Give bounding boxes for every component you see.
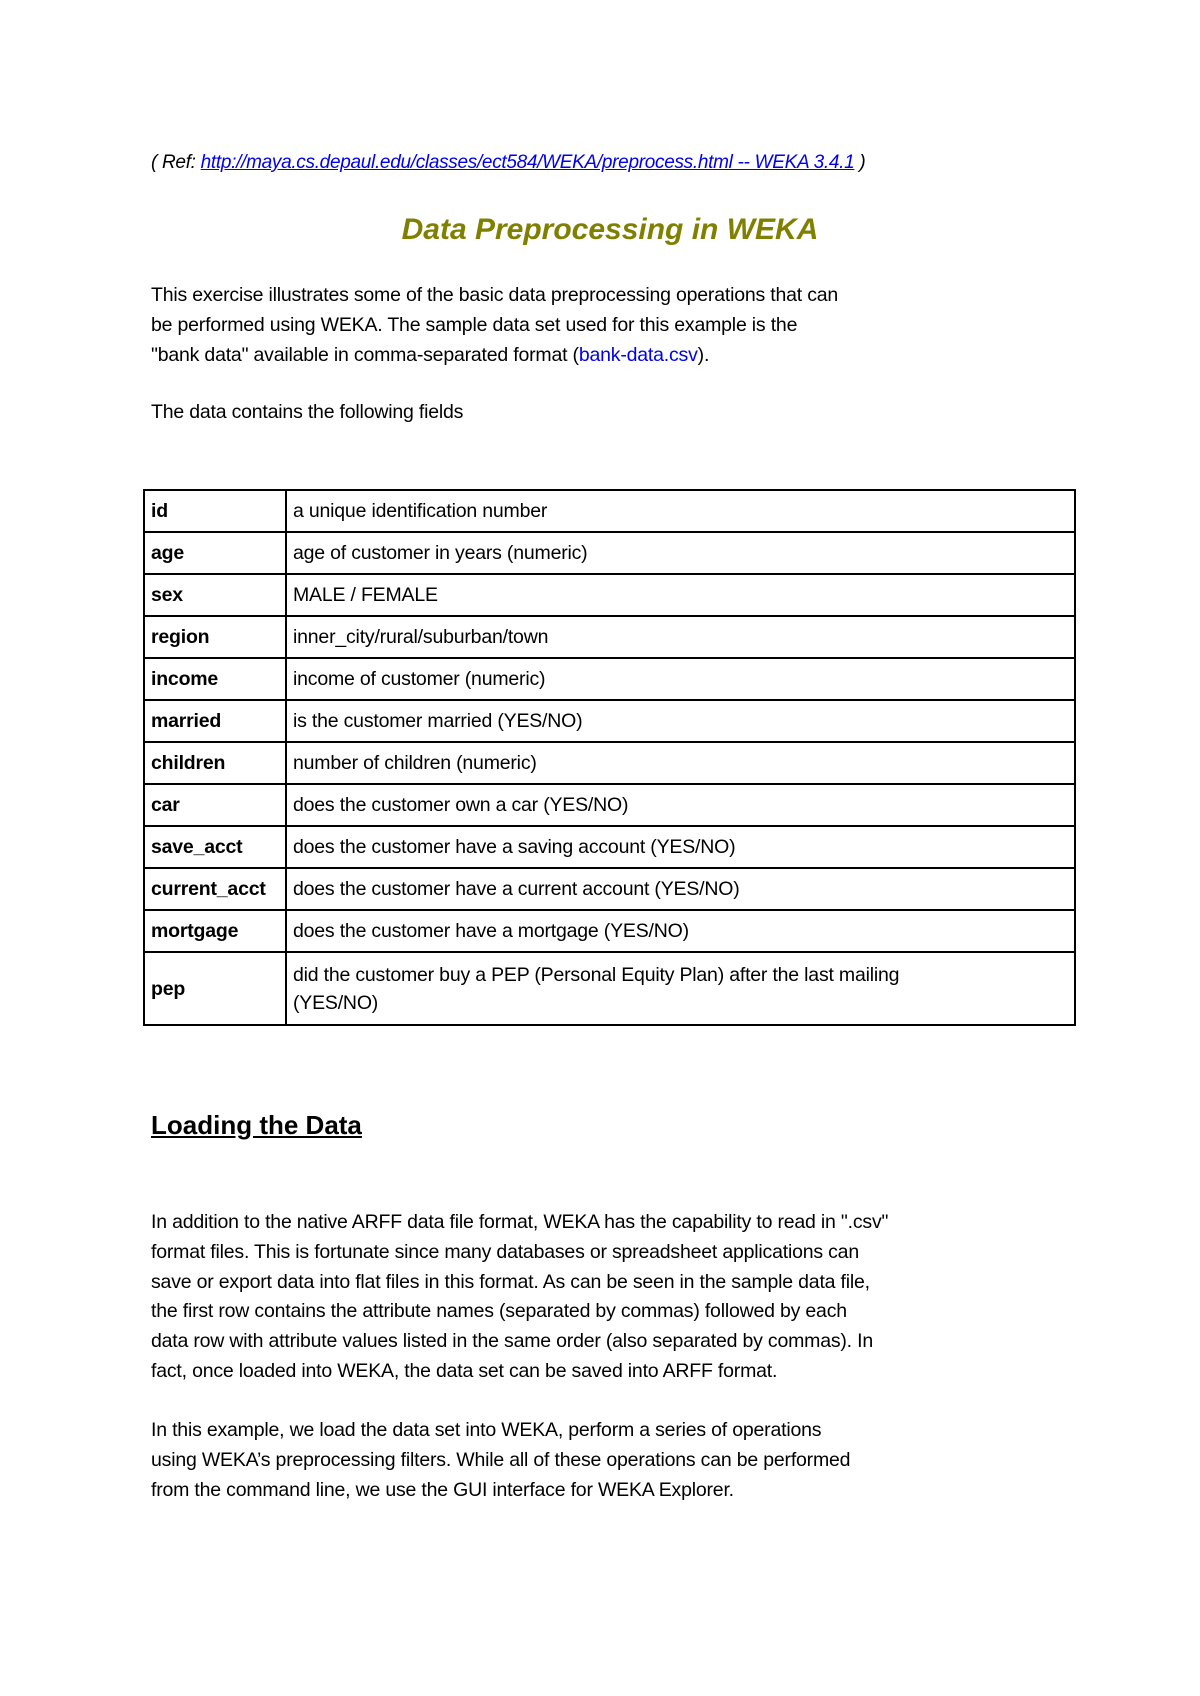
fields-table (143, 489, 1076, 1026)
paragraph-line: save or export data into flat files in this format. As can be seen in the sample data file, (151, 1270, 870, 1293)
loading-paragraph-2 (151, 1416, 850, 1505)
field-name: id (144, 490, 286, 532)
intro-line3-suffix: ). (697, 343, 710, 366)
page-title: Data Preprocessing in WEKA (401, 213, 819, 246)
field-name: car (144, 784, 286, 826)
paragraph-line: In this example, we load the data set into WEKA, perform a series of operations (151, 1419, 822, 1441)
table-row (144, 574, 1075, 616)
intro-line (151, 341, 838, 371)
table-row (144, 742, 1075, 784)
ref-link[interactable]: http://maya.cs.depaul.edu/classes/ect584/WEKA/preprocess.html -- WEKA 3.4.1 (200, 152, 855, 173)
table-row (144, 784, 1075, 826)
intro-paragraph (151, 281, 838, 370)
field-description: MALE / FEMALE (286, 574, 1075, 616)
field-description: inner_city/rural/suburban/town (286, 616, 1075, 658)
field-description: does the customer have a mortgage (YES/NO) (286, 910, 1075, 952)
table-row (144, 910, 1075, 952)
field-name: income (144, 658, 286, 700)
field-description-line: (YES/NO) (293, 991, 379, 1014)
ref-prefix: ( Ref: (151, 152, 201, 173)
field-name: pep (144, 952, 286, 1025)
reference-line (151, 152, 865, 174)
intro-line: be performed using WEKA. The sample data set used for this example is the (151, 313, 798, 336)
table-row (144, 532, 1075, 574)
field-description: number of children (numeric) (286, 742, 1075, 784)
ref-suffix: ) (854, 152, 866, 173)
field-description: a unique identification number (286, 490, 1075, 532)
field-description: age of customer in years (numeric) (286, 532, 1075, 574)
field-name: mortgage (144, 910, 286, 952)
table-row (144, 700, 1075, 742)
table-row (144, 658, 1075, 700)
paragraph-line: the first row contains the attribute names (separated by commas) followed by each (151, 1300, 847, 1323)
field-description: is the customer married (YES/NO) (286, 700, 1075, 742)
field-description: does the customer have a current account (YES/NO) (286, 868, 1075, 910)
paragraph-line: In addition to the native ARFF data file format, WEKA has the capability to read in ".csv" (151, 1211, 889, 1233)
field-name: region (144, 616, 286, 658)
paragraph-line: from the command line, we use the GUI interface for WEKA Explorer. (151, 1478, 734, 1501)
field-name: save_acct (144, 826, 286, 868)
table-row (144, 490, 1075, 532)
table-row (144, 826, 1075, 868)
intro-line: This exercise illustrates some of the basic data preprocessing operations that can (151, 284, 839, 306)
table-row (144, 868, 1075, 910)
section-heading: Loading the Data (151, 1110, 362, 1140)
field-name: sex (144, 574, 286, 616)
field-name: children (144, 742, 286, 784)
intro-line3-prefix: "bank data" available in comma-separated format ( (151, 343, 579, 366)
field-description: income of customer (numeric) (286, 658, 1075, 700)
loading-paragraph-1 (151, 1208, 888, 1387)
bank-data-link[interactable]: bank-data.csv (578, 343, 698, 366)
field-description (286, 952, 1075, 1025)
paragraph-line: fact, once loaded into WEKA, the data set can be saved into ARFF format. (151, 1359, 778, 1382)
paragraph-line: using WEKA’s preprocessing filters. While all of these operations can be performed (151, 1448, 851, 1471)
field-name: married (144, 700, 286, 742)
paragraph-line: data row with attribute values listed in the same order (also separated by commas). In (151, 1330, 873, 1353)
paragraph-line: format files. This is fortunate since many databases or spreadsheet applications can (151, 1240, 859, 1263)
table-row (144, 616, 1075, 658)
field-description-line: did the customer buy a PEP (Personal Equity Plan) after the last mailing (293, 963, 900, 986)
fields-intro: The data contains the following fields (151, 401, 464, 423)
field-description: does the customer own a car (YES/NO) (286, 784, 1075, 826)
field-description: does the customer have a saving account (YES/NO) (286, 826, 1075, 868)
table-row (144, 952, 1075, 1025)
field-name: age (144, 532, 286, 574)
field-name: current_acct (144, 868, 286, 910)
